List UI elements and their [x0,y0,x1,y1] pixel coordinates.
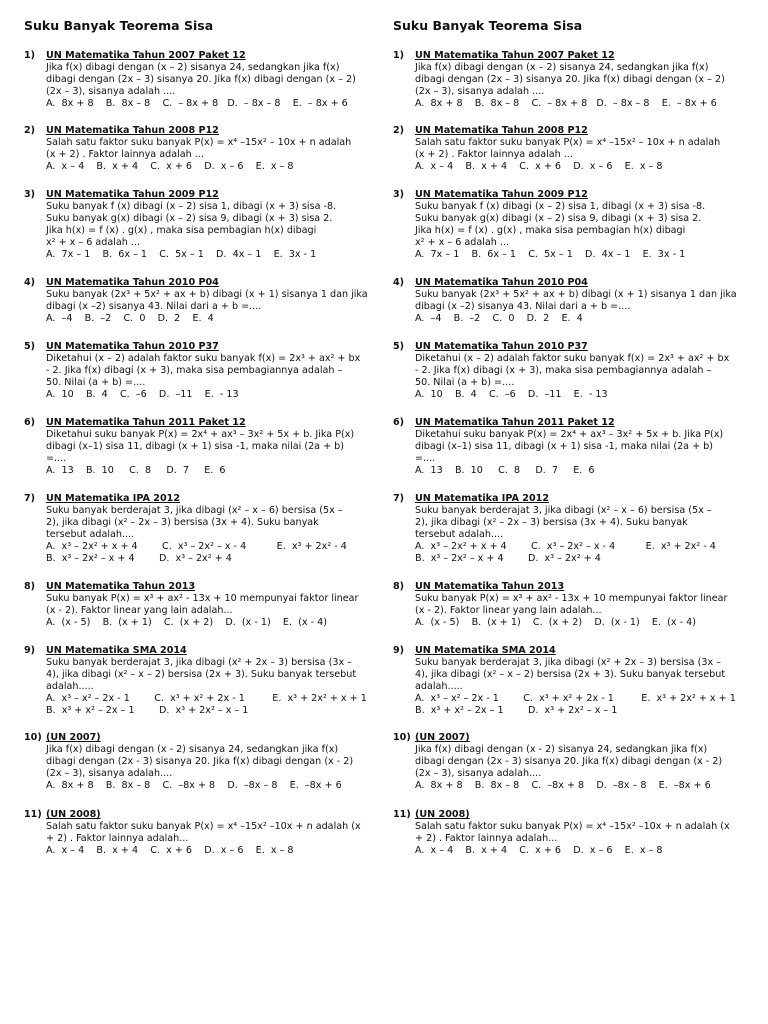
question-body [46,125,376,173]
question-body [415,189,745,261]
question-text-line: dibagi dengan (2x – 3) sisanya 20. Jika f(x) dibagi dengan (x – 2) [46,74,356,85]
question-text-line: dibagi (x–1) sisa 11, dibagi (x + 1) sisa -1, maka nilai (2a + b) [415,441,714,452]
question-text-line: Suku banyak berderajat 3, jika dibagi (x² – x – 6) bersisa (5x – [415,505,712,516]
question-text-line: Jika f(x) dibagi dengan (x - 2) sisanya 24, sedangkan jika f(x) [415,744,708,755]
question-text-line: A. x³ – x² – 2x - 1 C. x³ + x² + 2x - 1 E. x³ + 2x² + x + 1 [415,693,736,704]
question-item [393,732,745,792]
question-source-heading: UN Matematika Tahun 2008 P12 [415,125,588,136]
question-text-line: + 2) . Faktor lainnya adalah... [46,833,189,844]
question-source-heading: (UN 2008) [46,809,101,820]
question-text-line: Diketahui (x – 2) adalah faktor suku banyak f(x) = 2x³ + ax² + bx [415,353,730,364]
question-text-line: A. 10 B. 4 C. –6 D. –11 E. - 13 [415,389,608,400]
question-number: 8) [24,581,36,592]
question-text-line: (2x – 3), sisanya adalah .... [415,86,545,97]
question-body [46,732,376,792]
question-item [24,581,376,629]
question-source-heading: UN Matematika Tahun 2007 Paket 12 [46,50,246,61]
question-text-line: B. x³ + x² – 2x – 1 D. x³ + 2x² – x – 1 [46,705,249,716]
question-text-line: adalah..... [46,681,94,692]
question-number: 9) [393,645,405,656]
question-number: 2) [393,125,405,136]
question-text-line: - 2. Jika f(x) dibagi (x + 3), maka sisa pembagiannya adalah – [46,365,343,376]
question-text-line: Suku banyak P(x) = x³ + ax² - 13x + 10 mempunyai faktor linear [46,593,359,604]
question-number: 2) [24,125,36,136]
question-text-line: (2x – 3), sisanya adalah.... [46,768,173,779]
question-text-line: B. x³ – 2x² – x + 4 D. x³ – 2x² + 4 [415,553,601,564]
question-text-line: dibagi dengan (2x - 3) sisanya 20. Jika f(x) dibagi dengan (x - 2) [415,756,723,767]
question-text-line: Salah satu faktor suku banyak P(x) = x⁴ –15x² –10x + n adalah (x [415,821,730,832]
question-item [24,809,376,857]
question-source-heading: (UN 2008) [415,809,470,820]
question-source-heading: UN Matematika IPA 2012 [415,493,549,504]
question-list [393,50,745,857]
question-text-line: Suku banyak (2x³ + 5x² + ax + b) dibagi (x + 1) sisanya 1 dan jika [46,289,368,300]
question-source-heading: UN Matematika Tahun 2009 P12 [415,189,588,200]
question-text-line: (x + 2) . Faktor lainnya adalah ... [415,149,573,160]
question-text-line: A. x – 4 B. x + 4 C. x + 6 D. x – 6 E. x – 8 [46,845,294,856]
question-number: 3) [24,189,36,200]
question-text-line: Jika f(x) dibagi dengan (x - 2) sisanya 24, sedangkan jika f(x) [46,744,339,755]
question-body [46,189,376,261]
question-text-line: A. 13 B. 10 C. 8 D. 7 E. 6 [415,465,595,476]
question-item [393,125,745,173]
question-text-line: x² + x – 6 adalah ... [415,237,510,248]
question-text-line: dibagi (x–1) sisa 11, dibagi (x + 1) sisa -1, maka nilai (2a + b) [46,441,345,452]
question-number: 6) [24,417,36,428]
question-source-heading: UN Matematika Tahun 2013 [46,581,196,592]
question-source-heading: UN Matematika Tahun 2010 P37 [46,341,219,352]
question-number: 4) [393,277,405,288]
question-text-line: Suku banyak f (x) dibagi (x – 2) sisa 1, dibagi (x + 3) sisa -8. [415,201,706,212]
question-text-line: (2x – 3), sisanya adalah.... [415,768,542,779]
question-number: 9) [24,645,36,656]
question-body [415,732,745,792]
question-text-line: Jika h(x) = f (x) . g(x) , maka sisa pembagian h(x) dibagi [46,225,317,236]
question-text-line: =.... [46,453,67,464]
question-text-line: Salah satu faktor suku banyak P(x) = x⁴ –15x² – 10x + n adalah [46,137,352,148]
question-body [415,277,745,325]
question-number: 5) [24,341,36,352]
question-text-line: A. (x - 5) B. (x + 1) C. (x + 2) D. (x - 1) E. (x - 4) [415,617,696,628]
question-source-heading: UN Matematika IPA 2012 [46,493,180,504]
question-body [46,50,376,110]
question-item [393,581,745,629]
question-number: 7) [24,493,36,504]
question-text-line: B. x³ + x² – 2x – 1 D. x³ + 2x² – x – 1 [415,705,618,716]
question-number: 8) [393,581,405,592]
question-text-line: A. 7x – 1 B. 6x – 1 C. 5x – 1 D. 4x – 1 E. 3x - 1 [415,249,686,260]
question-text-line: Salah satu faktor suku banyak P(x) = x⁴ –15x² –10x + n adalah (x [46,821,361,832]
question-text-line: Suku banyak berderajat 3, jika dibagi (x² – x – 6) bersisa (5x – [46,505,343,516]
question-source-heading: UN Matematika SMA 2014 [46,645,187,656]
question-text-line: Jika f(x) dibagi dengan (x – 2) sisanya 24, sedangkan jika f(x) [46,62,340,73]
question-text-line: dibagi (x –2) sisanya 43. Nilai dari a + b =.... [415,301,631,312]
question-item [24,277,376,325]
question-body [415,581,745,629]
question-item [393,645,745,717]
question-text-line: Suku banyak g(x) dibagi (x – 2) sisa 9, dibagi (x + 3) sisa 2. [46,213,333,224]
question-item [24,50,376,110]
question-text-line: tersebut adalah.... [46,529,135,540]
question-text-line: 4), jika dibagi (x² – x – 2) bersisa (2x + 3). Suku banyak tersebut [46,669,357,680]
question-text-line: dibagi dengan (2x - 3) sisanya 20. Jika f(x) dibagi dengan (x - 2) [46,756,354,767]
question-source-heading: UN Matematika Tahun 2011 Paket 12 [46,417,246,428]
question-source-heading: UN Matematika Tahun 2010 P04 [46,277,219,288]
right-column [393,18,745,857]
question-item [393,50,745,110]
question-source-heading: UN Matematika Tahun 2010 P37 [415,341,588,352]
question-text-line: A. x³ – 2x² + x + 4 C. x³ – 2x² – x - 4 E. x³ + 2x² - 4 [46,541,347,552]
question-item [24,493,376,565]
question-body [46,341,376,401]
question-text-line: Diketahui suku banyak P(x) = 2x⁴ + ax³ – 3x² + 5x + b. Jika P(x) [46,429,355,440]
question-body [415,50,745,110]
question-item [24,732,376,792]
question-text-line: - 2. Jika f(x) dibagi (x + 3), maka sisa pembagiannya adalah – [415,365,712,376]
question-text-line: Suku banyak berderajat 3, jika dibagi (x² + 2x – 3) bersisa (3x – [46,657,352,668]
question-number: 11) [24,809,42,820]
question-item [24,125,376,173]
question-item [393,189,745,261]
question-text-line: Suku banyak P(x) = x³ + ax² - 13x + 10 mempunyai faktor linear [415,593,728,604]
question-text-line: (2x – 3), sisanya adalah .... [46,86,176,97]
question-number: 3) [393,189,405,200]
question-item [24,645,376,717]
question-source-heading: UN Matematika Tahun 2011 Paket 12 [415,417,615,428]
question-text-line: adalah..... [415,681,463,692]
question-body [46,277,376,325]
question-text-line: Suku banyak g(x) dibagi (x – 2) sisa 9, dibagi (x + 3) sisa 2. [415,213,702,224]
question-text-line: 2), jika dibagi (x² – 2x – 3) bersisa (3x + 4). Suku banyak [415,517,688,528]
question-item [393,341,745,401]
question-body [46,581,376,629]
question-text-line: Salah satu faktor suku banyak P(x) = x⁴ –15x² – 10x + n adalah [415,137,721,148]
question-text-line: Diketahui (x – 2) adalah faktor suku banyak f(x) = 2x³ + ax² + bx [46,353,361,364]
question-number: 10) [24,732,42,743]
question-text-line: Jika f(x) dibagi dengan (x – 2) sisanya 24, sedangkan jika f(x) [415,62,709,73]
question-text-line: A. –4 B. –2 C. 0 D. 2 E. 4 [46,313,214,324]
question-number: 6) [393,417,405,428]
question-text-line: Suku banyak (2x³ + 5x² + ax + b) dibagi (x + 1) sisanya 1 dan jika [415,289,737,300]
question-text-line: =.... [415,453,436,464]
question-body [46,493,376,565]
question-source-heading: (UN 2007) [46,732,101,743]
left-column [24,18,376,857]
question-text-line: A. x – 4 B. x + 4 C. x + 6 D. x – 6 E. x – 8 [415,161,663,172]
question-number: 7) [393,493,405,504]
question-list [24,50,376,857]
question-body [46,417,376,477]
question-source-heading: UN Matematika Tahun 2009 P12 [46,189,219,200]
question-source-heading: UN Matematika SMA 2014 [415,645,556,656]
question-text-line: dibagi dengan (2x – 3) sisanya 20. Jika f(x) dibagi dengan (x – 2) [415,74,725,85]
question-text-line: A. –4 B. –2 C. 0 D. 2 E. 4 [415,313,583,324]
question-text-line: dibagi (x –2) sisanya 43. Nilai dari a + b =.... [46,301,262,312]
question-text-line: + 2) . Faktor lainnya adalah... [415,833,558,844]
question-text-line: A. x³ – 2x² + x + 4 C. x³ – 2x² – x - 4 E. x³ + 2x² - 4 [415,541,716,552]
question-text-line: Suku banyak f (x) dibagi (x – 2) sisa 1, dibagi (x + 3) sisa -8. [46,201,337,212]
question-text-line: Suku banyak berderajat 3, jika dibagi (x² + 2x – 3) bersisa (3x – [415,657,721,668]
page-title: Suku Banyak Teorema Sisa [393,18,583,33]
question-text-line: A. 7x – 1 B. 6x – 1 C. 5x – 1 D. 4x – 1 E. 3x - 1 [46,249,317,260]
question-text-line: A. 8x + 8 B. 8x – 8 C. – 8x + 8 D. – 8x – 8 E. – 8x + 6 [415,98,717,109]
question-text-line: A. (x - 5) B. (x + 1) C. (x + 2) D. (x - 1) E. (x - 4) [46,617,327,628]
question-number: 1) [393,50,405,61]
question-text-line: (x - 2). Faktor linear yang lain adalah... [46,605,233,616]
question-body [46,645,376,717]
question-source-heading: (UN 2007) [415,732,470,743]
question-text-line: A. 8x + 8 B. 8x – 8 C. –8x + 8 D. –8x – 8 E. –8x + 6 [415,780,711,791]
page-title: Suku Banyak Teorema Sisa [24,18,214,33]
question-number: 4) [24,277,36,288]
question-source-heading: UN Matematika Tahun 2010 P04 [415,277,588,288]
question-item [24,189,376,261]
question-body [415,341,745,401]
question-text-line: 4), jika dibagi (x² – x – 2) bersisa (2x + 3). Suku banyak tersebut [415,669,726,680]
question-body [415,645,745,717]
question-text-line: A. x – 4 B. x + 4 C. x + 6 D. x – 6 E. x – 8 [415,845,663,856]
question-source-heading: UN Matematika Tahun 2013 [415,581,565,592]
question-text-line: 50. Nilai (a + b) =.... [46,377,146,388]
question-item [24,417,376,477]
question-body [415,125,745,173]
question-text-line: A. 8x + 8 B. 8x – 8 C. – 8x + 8 D. – 8x – 8 E. – 8x + 6 [46,98,348,109]
question-text-line: Diketahui suku banyak P(x) = 2x⁴ + ax³ – 3x² + 5x + b. Jika P(x) [415,429,724,440]
question-number: 1) [24,50,36,61]
question-text-line: B. x³ – 2x² – x + 4 D. x³ – 2x² + 4 [46,553,232,564]
question-number: 5) [393,341,405,352]
question-text-line: Jika h(x) = f (x) . g(x) , maka sisa pembagian h(x) dibagi [415,225,686,236]
question-body [46,809,376,857]
question-source-heading: UN Matematika Tahun 2007 Paket 12 [415,50,615,61]
question-text-line: tersebut adalah.... [415,529,504,540]
question-text-line: 50. Nilai (a + b) =.... [415,377,515,388]
question-text-line: A. 13 B. 10 C. 8 D. 7 E. 6 [46,465,226,476]
question-text-line: (x - 2). Faktor linear yang lain adalah... [415,605,602,616]
question-text-line: A. x³ – x² – 2x - 1 C. x³ + x² + 2x - 1 E. x³ + 2x² + x + 1 [46,693,367,704]
question-source-heading: UN Matematika Tahun 2008 P12 [46,125,219,136]
question-text-line: (x + 2) . Faktor lainnya adalah ... [46,149,204,160]
question-item [393,493,745,565]
question-number: 10) [393,732,411,743]
question-text-line: x² + x – 6 adalah ... [46,237,141,248]
question-text-line: A. 10 B. 4 C. –6 D. –11 E. - 13 [46,389,239,400]
question-body [415,417,745,477]
question-item [393,417,745,477]
question-body [415,809,745,857]
question-text-line: A. x – 4 B. x + 4 C. x + 6 D. x – 6 E. x – 8 [46,161,294,172]
question-item [393,277,745,325]
question-item [393,809,745,857]
question-item [24,341,376,401]
question-text-line: 2), jika dibagi (x² – 2x – 3) bersisa (3x + 4). Suku banyak [46,517,319,528]
question-number: 11) [393,809,411,820]
question-text-line: A. 8x + 8 B. 8x – 8 C. –8x + 8 D. –8x – 8 E. –8x + 6 [46,780,342,791]
question-body [415,493,745,565]
